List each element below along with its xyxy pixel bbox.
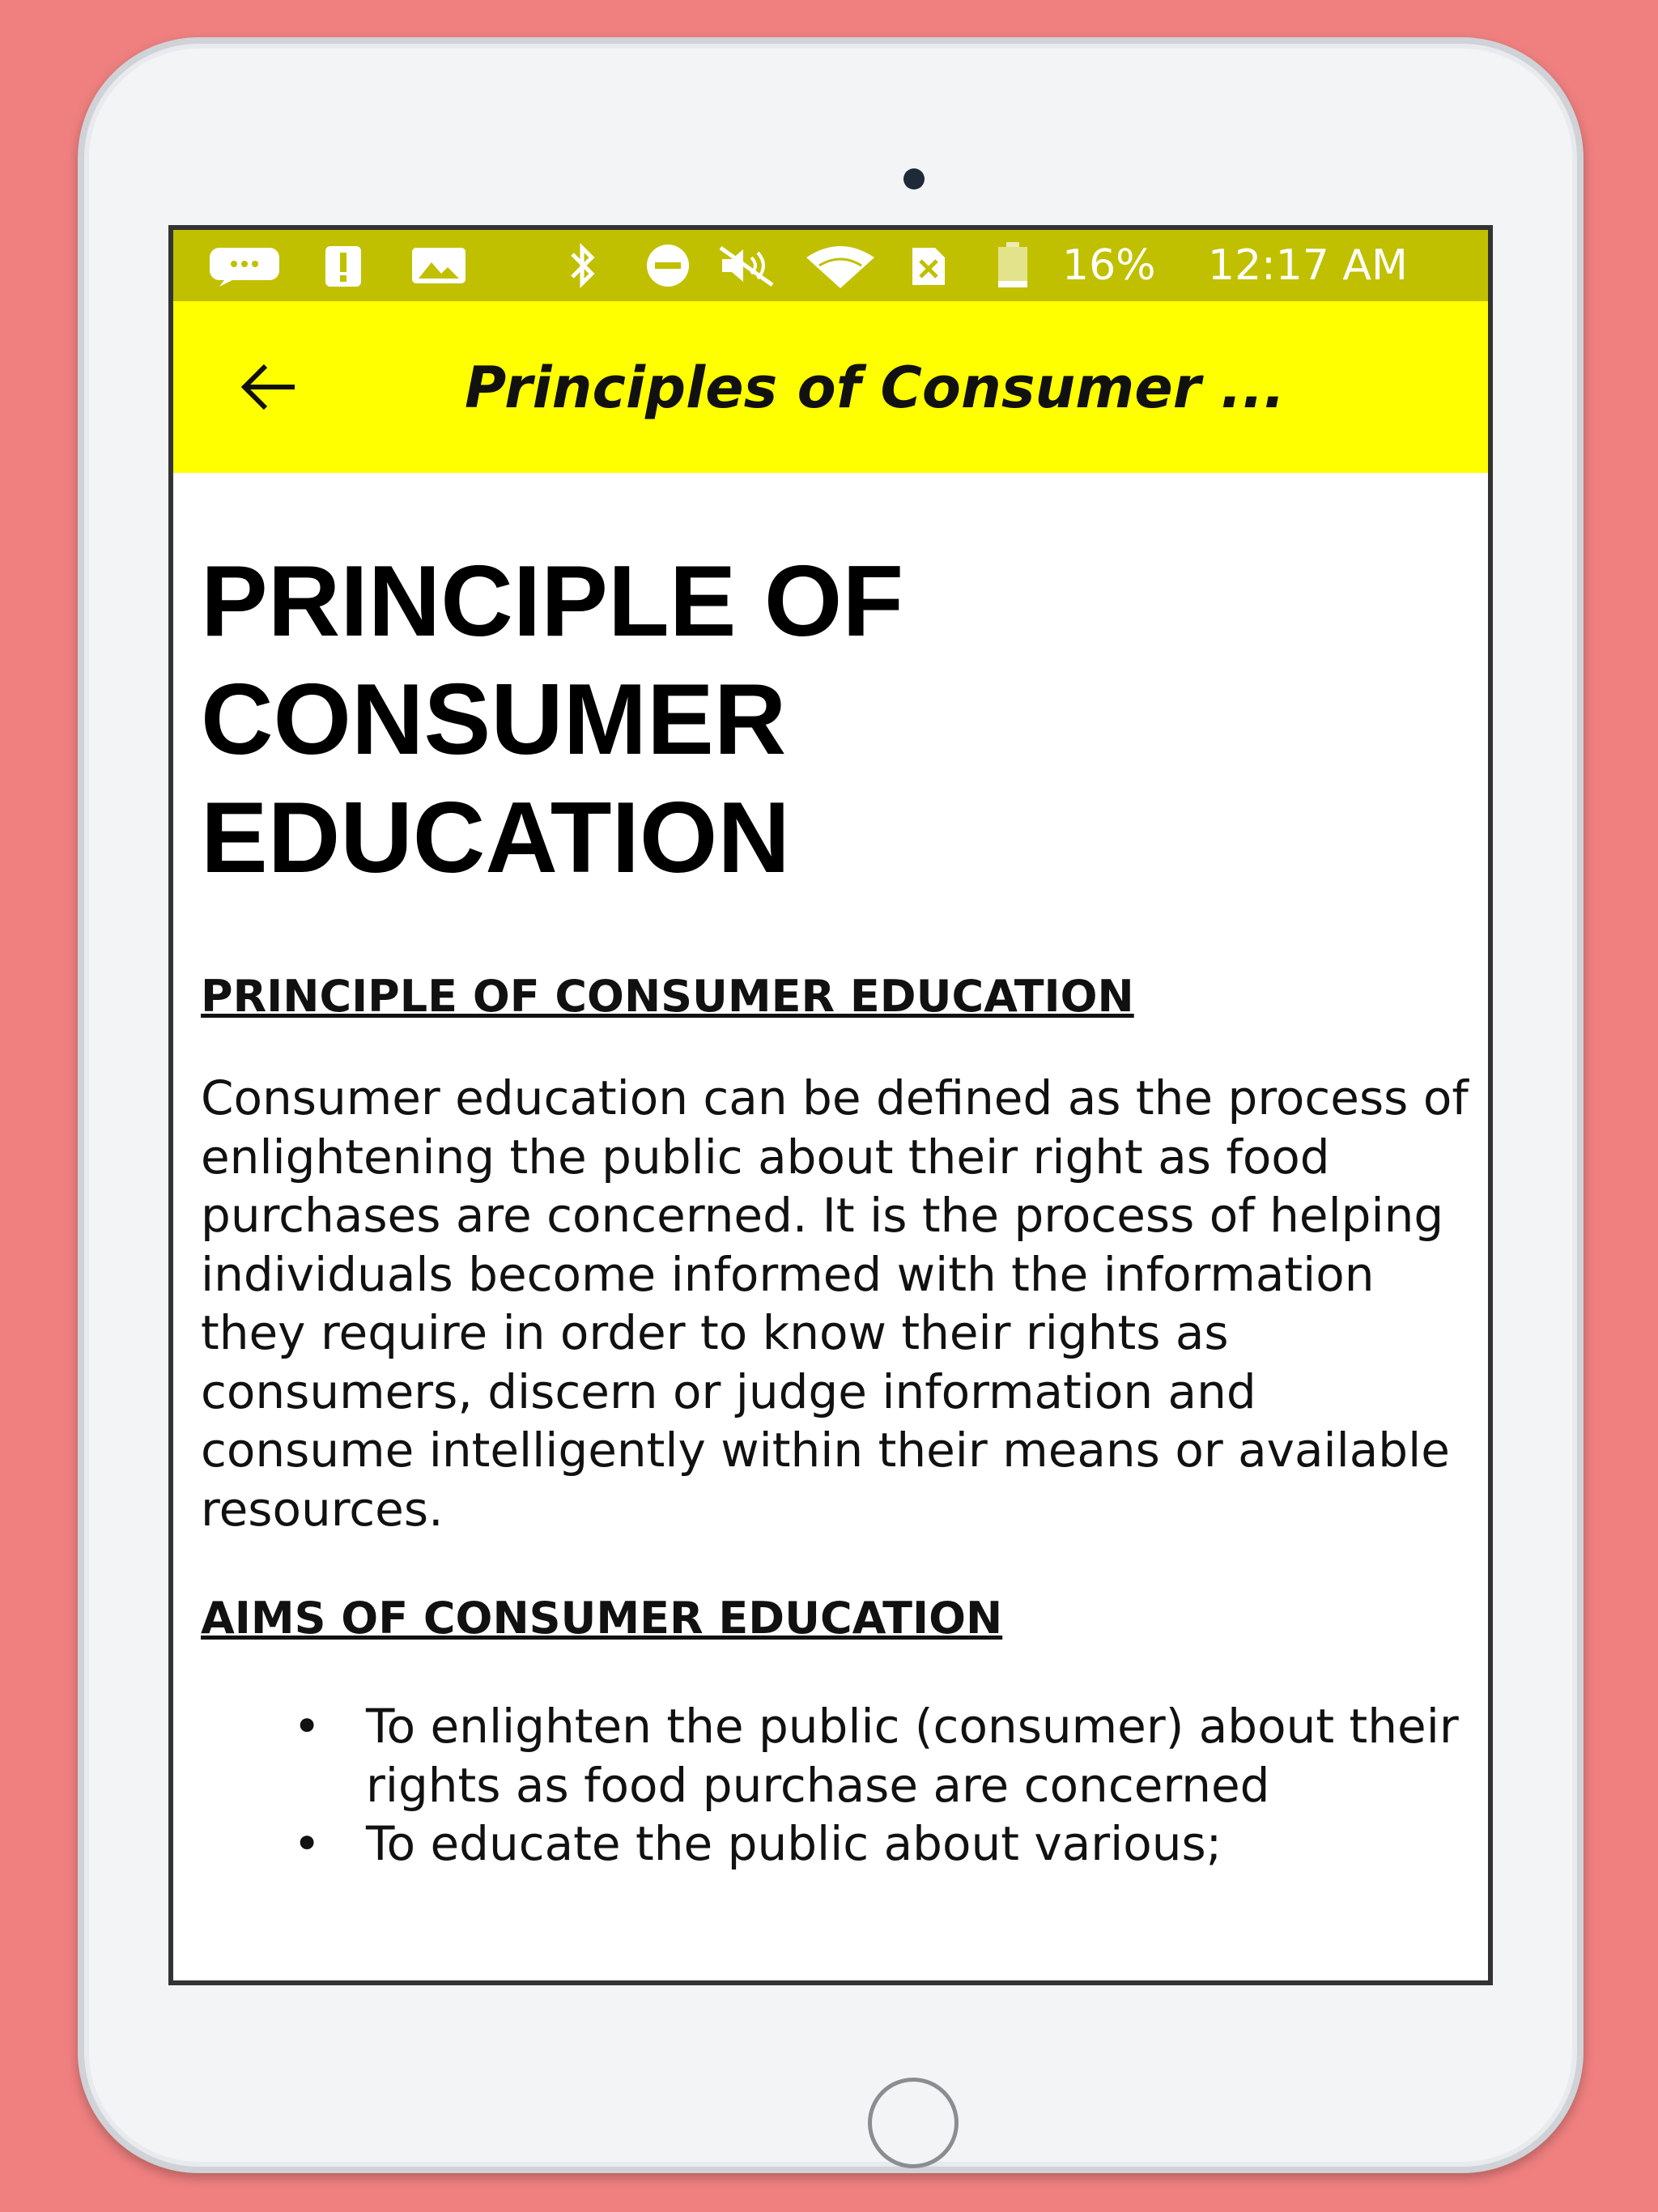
aims-list — [201, 1697, 1483, 1874]
no-sim-icon — [907, 245, 950, 287]
aim-text: To educate the public about various; — [366, 1816, 1222, 1871]
principle-paragraph: Consumer education can be defined as the process of enlightening the public about their right as food purchases are concerned. It is the process of helping individuals become informed with the information they require in order to know their rights as consumers, discern or judge information and consume intelligently within their means or available resources. — [201, 1070, 1469, 1537]
aim-text: To enlighten the public (consumer) about their rights as food purchase are concerned — [366, 1699, 1459, 1813]
device-screen — [168, 225, 1493, 1985]
bullet-icon: • — [293, 1699, 321, 1754]
home-button[interactable] — [868, 2078, 959, 2168]
battery-percent: 16% — [1062, 241, 1156, 290]
image-icon — [408, 245, 470, 287]
article-content — [173, 473, 1488, 1980]
bluetooth-icon — [562, 245, 602, 287]
list-item — [293, 1697, 1483, 1814]
aims-heading: AIMS OF CONSUMER EDUCATION — [201, 1593, 1003, 1644]
bullet-icon: • — [293, 1816, 321, 1871]
do-not-disturb-icon — [640, 245, 696, 287]
alert-icon — [319, 245, 368, 287]
principle-heading: PRINCIPLE OF CONSUMER EDUCATION — [201, 971, 1134, 1022]
clock: 12:17 AM — [1208, 241, 1408, 290]
list-item — [293, 1814, 1483, 1874]
app-title: Principles of Consumer ... — [465, 355, 1286, 421]
status-bar — [173, 230, 1488, 301]
app-bar — [173, 301, 1488, 473]
wifi-icon — [801, 245, 879, 287]
page-title: PRINCIPLE OF CONSUMER EDUCATION — [201, 546, 904, 894]
arrow-left-icon[interactable] — [236, 355, 301, 419]
message-icon — [206, 245, 283, 287]
battery-icon — [993, 245, 1033, 287]
front-camera — [903, 168, 925, 189]
vibrate-mute-icon — [714, 245, 782, 287]
